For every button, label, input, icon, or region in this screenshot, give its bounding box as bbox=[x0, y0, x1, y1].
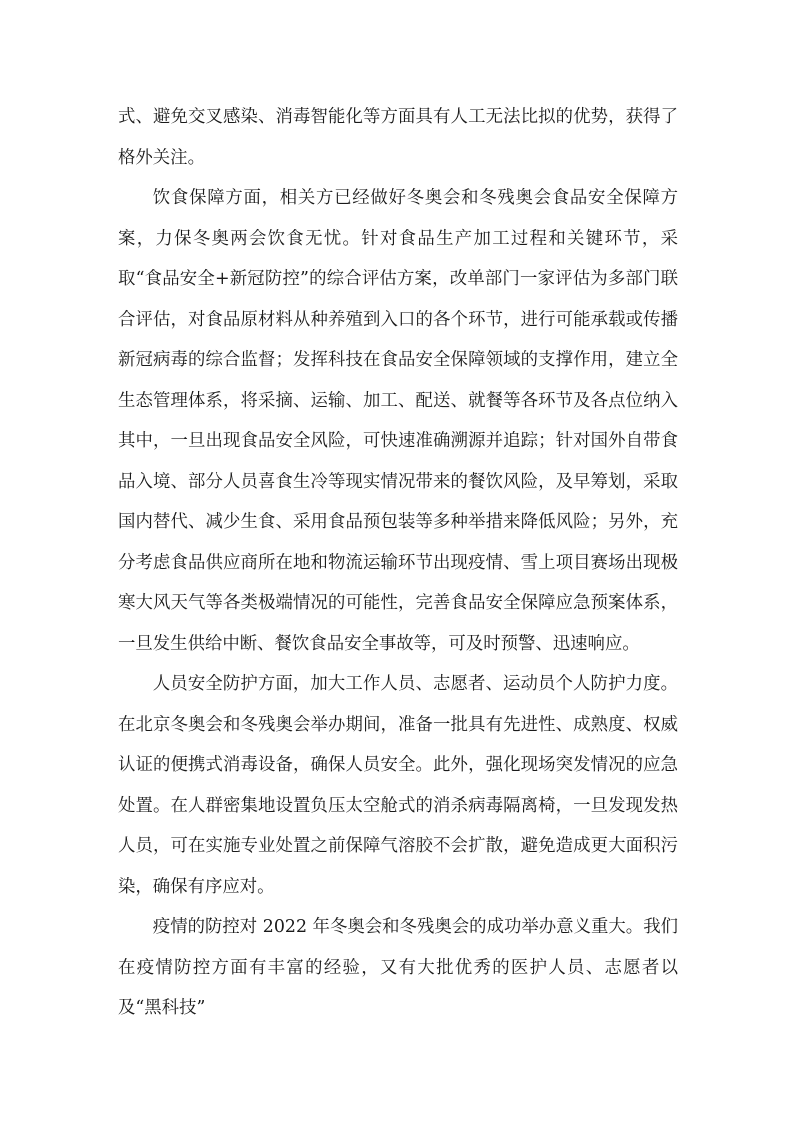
paragraph-4: 疫情的防控对 2022 年冬奥会和冬残奥会的成功举办意义重大。我们在疫情防控方面有丰富的经验，又有大批优秀的医护人员、志愿者以及“黑科技” bbox=[118, 917, 678, 1018]
paragraph-2: 饮食保障方面，相关方已经做好冬奥会和冬残奥会食品安全保障方案，力保冬奥两会饮食无忧。针对食品生产加工过程和关键环节，采取“食品安全+新冠防控”的综合评估方案，改单部门一家评估为多部门联合评估，对食品原材料从种养殖到入口的各个环节，进行可能承载或传播新冠病毒的综合监督；发挥科技在食品安全保障领域的支撑作用，建立全生态管理体系，将采摘、运输、加工、配送、就餐等各环节及各点位纳入其中，一旦出现食品安全风险，可快速准确溯源并追踪；针对国外自带食品入境、部分人员喜食生冷等现实情况带来的餐饮风险，及早筹划，采取国内替代、减少生食、采用食品预包装等多种举措来降低风险；另外，充分考虑食品供应商所在地和物流运输环节出现疫情、雪上项目赛场出现极寒大风天气等各类极端情况的可能性，完善食品安全保障应急预案体系，一旦发生供给中断、餐饮食品安全事故等，可及时预警、迅速响应。 bbox=[118, 188, 678, 654]
paragraph-3: 人员安全防护方面，加大工作人员、志愿者、运动员个人防护力度。在北京冬奥会和冬残奥会举办期间，准备一批具有先进性、成熟度、权威认证的便携式消毒设备，确保人员安全。此外，强化现场突发情况的应急处置。在人群密集地设置负压太空舱式的消杀病毒隔离椅，一旦发现发热人员，可在实施专业处置之前保障气溶胶不会扩散，避免造成更大面积污染，确保有序应对。 bbox=[118, 674, 678, 897]
paragraph-1: 式、避免交叉感染、消毒智能化等方面具有人工无法比拟的优势，获得了格外关注。 bbox=[118, 107, 678, 168]
document-body bbox=[118, 97, 678, 1029]
